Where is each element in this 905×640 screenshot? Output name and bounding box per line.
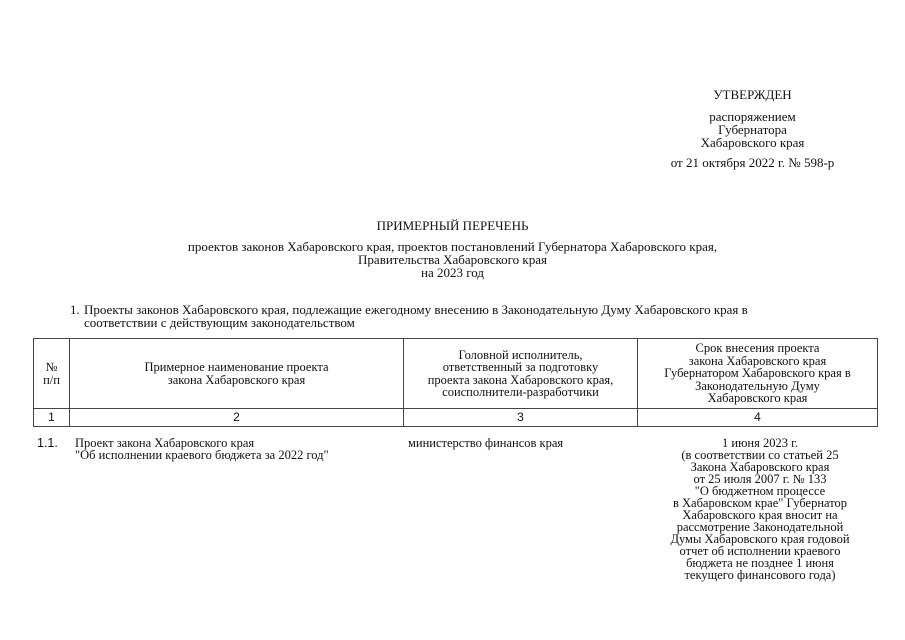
section-text (84, 303, 880, 329)
header-cell-executor (404, 339, 638, 409)
header-text: закона Хабаровского края (167, 372, 306, 387)
subtitle-line: проектов законов Хабаровского края, проектов постановлений Губернатора Хабаровского края, (187, 239, 718, 254)
row-executor: министерство финансов края (408, 436, 564, 450)
column-number: 2 (70, 409, 404, 427)
header-text: Губернатором Хабаровского края в (664, 366, 851, 381)
deadline-line: 1 июня 2023 г. (722, 436, 798, 450)
header-text: Примерное наименование проекта (144, 360, 329, 374)
deadline-line: (в соответствии со статьей 25 (681, 448, 839, 462)
row-deadline (640, 437, 880, 581)
deadline-line: текущего финансового года) (684, 568, 836, 582)
row-name-line: Проект закона Хабаровского края (75, 436, 255, 450)
header-text: соисполнители-разработчики (442, 385, 599, 399)
table-header-row (34, 339, 878, 409)
document-title: ПРИМЕРНЫЙ ПЕРЕЧЕНЬ (376, 218, 529, 233)
header-cell-number (34, 339, 70, 409)
section-number: 1. (70, 302, 80, 317)
header-text: № (45, 360, 58, 374)
column-number: 1 (34, 409, 70, 427)
deadline-line: бюджета не позднее 1 июня (686, 556, 834, 570)
deadline-line: отчет об исполнении краевого (679, 544, 841, 558)
deadline-line: "О бюджетном процессе (694, 484, 826, 498)
column-number: 4 (638, 409, 878, 427)
header-text: Срок внесения проекта (695, 341, 820, 356)
header-text: ответственный за подготовку (442, 360, 599, 374)
section-text-line: соответствии с действующим законодательством (84, 315, 355, 330)
header-text: закона Хабаровского края (688, 353, 827, 368)
approval-line-2: Губернатора (718, 122, 787, 137)
row-number: 1.1. (37, 436, 58, 450)
projects-table (33, 338, 878, 427)
approval-title: УТВЕРЖДЕН (713, 87, 792, 102)
deadline-line: от 25 июля 2007 г. № 133 (693, 472, 827, 486)
document-subtitle (100, 240, 805, 279)
header-cell-name (70, 339, 404, 409)
approval-date-line: от 21 октября 2022 г. № 598-р (670, 155, 835, 170)
deadline-line: Закона Хабаровского края (690, 460, 830, 474)
section-text-line: Проекты законов Хабаровского края, подлежащие ежегодному внесению в Законодательную Думу Хабаровского края в (84, 302, 748, 317)
row-name-line: "Об исполнении краевого бюджета за 2022 год" (75, 448, 329, 462)
deadline-line: в Хабаровском крае" Губернатор (672, 496, 848, 510)
header-cell-deadline (638, 339, 878, 409)
header-text: п/п (43, 372, 60, 387)
deadline-line: Хабаровского края вносит на (682, 508, 838, 522)
subtitle-line: на 2023 год (421, 265, 484, 280)
header-text: Головной исполнитель, (458, 347, 583, 362)
approval-line-3: Хабаровского края (700, 135, 805, 150)
subtitle-line: Правительства Хабаровского края (358, 252, 547, 267)
column-number-row (34, 409, 878, 427)
column-number: 3 (404, 409, 638, 427)
deadline-line: Думы Хабаровского края годовой (670, 532, 850, 546)
approval-line-1: распоряжением (709, 109, 796, 124)
header-text: Законодательную Думу (695, 378, 820, 393)
row-project-name (75, 437, 405, 461)
header-text: проекта закона Хабаровского края, (427, 372, 614, 387)
header-text: Хабаровского края (707, 391, 808, 406)
deadline-line: рассмотрение Законодательной (676, 520, 844, 534)
